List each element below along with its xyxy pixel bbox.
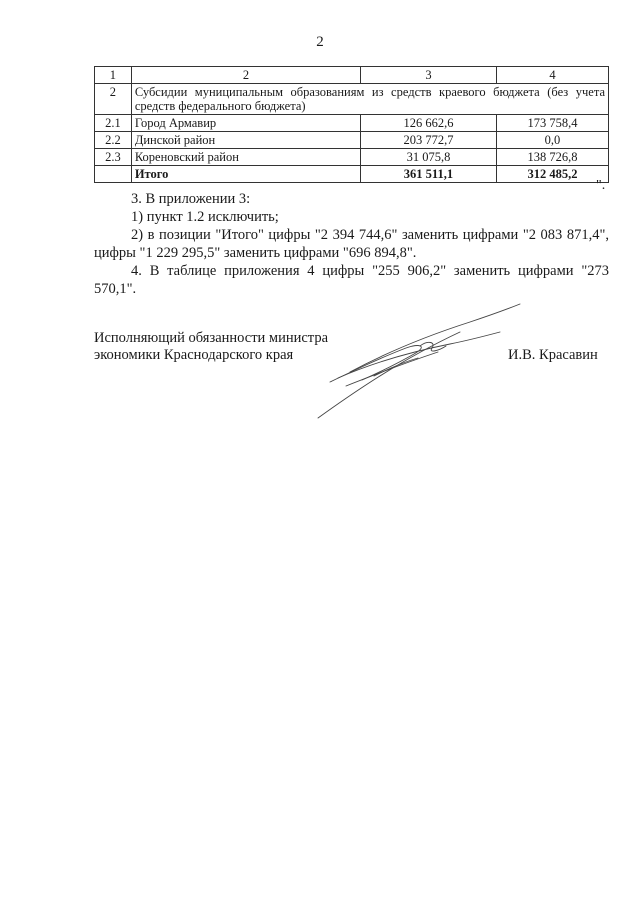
paragraph-4: 4. В таблице приложения 4 цифры "255 906,2" заменить цифрами "273 570,1".	[94, 263, 609, 297]
table-row	[95, 132, 609, 149]
signatory-title-line-2: экономики Краснодарского края	[94, 347, 294, 363]
table-section-row	[95, 84, 609, 115]
row-value-col3: 203 772,7	[361, 132, 497, 149]
total-label: Итого	[131, 166, 360, 183]
row-value-col4: 138 726,8	[496, 149, 608, 166]
header-cell: 4	[496, 67, 608, 84]
row-name: Кореновский район	[131, 149, 360, 166]
row-number-empty	[95, 166, 132, 183]
row-number: 2.3	[95, 149, 132, 166]
paragraph-3: 3. В приложении 3:	[131, 191, 251, 207]
row-name: Динской район	[131, 132, 360, 149]
row-value-col4: 173 758,4	[496, 115, 608, 132]
page-number: 2	[316, 34, 324, 50]
header-cell: 2	[131, 67, 360, 84]
row-number: 2.2	[95, 132, 132, 149]
paragraph-3-1: 1) пункт 1.2 исключить;	[131, 209, 279, 225]
total-value-col3: 361 511,1	[361, 166, 497, 183]
row-value-col3: 31 075,8	[361, 149, 497, 166]
row-name: Город Армавир	[131, 115, 360, 132]
table-end-quote: ".	[596, 178, 606, 193]
row-value-col3: 126 662,6	[361, 115, 497, 132]
signatory-title-line-1: Исполняющий обязанности министра	[94, 330, 329, 346]
appendix-table	[94, 66, 609, 183]
handwritten-signature	[310, 300, 530, 420]
table-header-row	[95, 67, 609, 84]
total-value-col4: 312 485,2	[496, 166, 608, 183]
row-number: 2	[95, 84, 132, 115]
section-title: Субсидии муниципальным образованиям из средств краевого бюджета (без учета средств федерального бюджета)	[131, 84, 608, 115]
table-row	[95, 115, 609, 132]
table-row	[95, 149, 609, 166]
row-value-col4: 0,0	[496, 132, 608, 149]
signatory-name: И.В. Красавин	[508, 347, 598, 363]
signatory-title	[94, 330, 328, 364]
row-number: 2.1	[95, 115, 132, 132]
table-total-row	[95, 166, 609, 183]
paragraph-3-2: 2) в позиции "Итого" цифры "2 394 744,6" заменить цифрами "2 083 871,4", цифры "1 229 295,5" заменить цифрами "696 894,8".	[94, 227, 609, 261]
header-cell: 3	[361, 67, 497, 84]
header-cell: 1	[95, 67, 132, 84]
